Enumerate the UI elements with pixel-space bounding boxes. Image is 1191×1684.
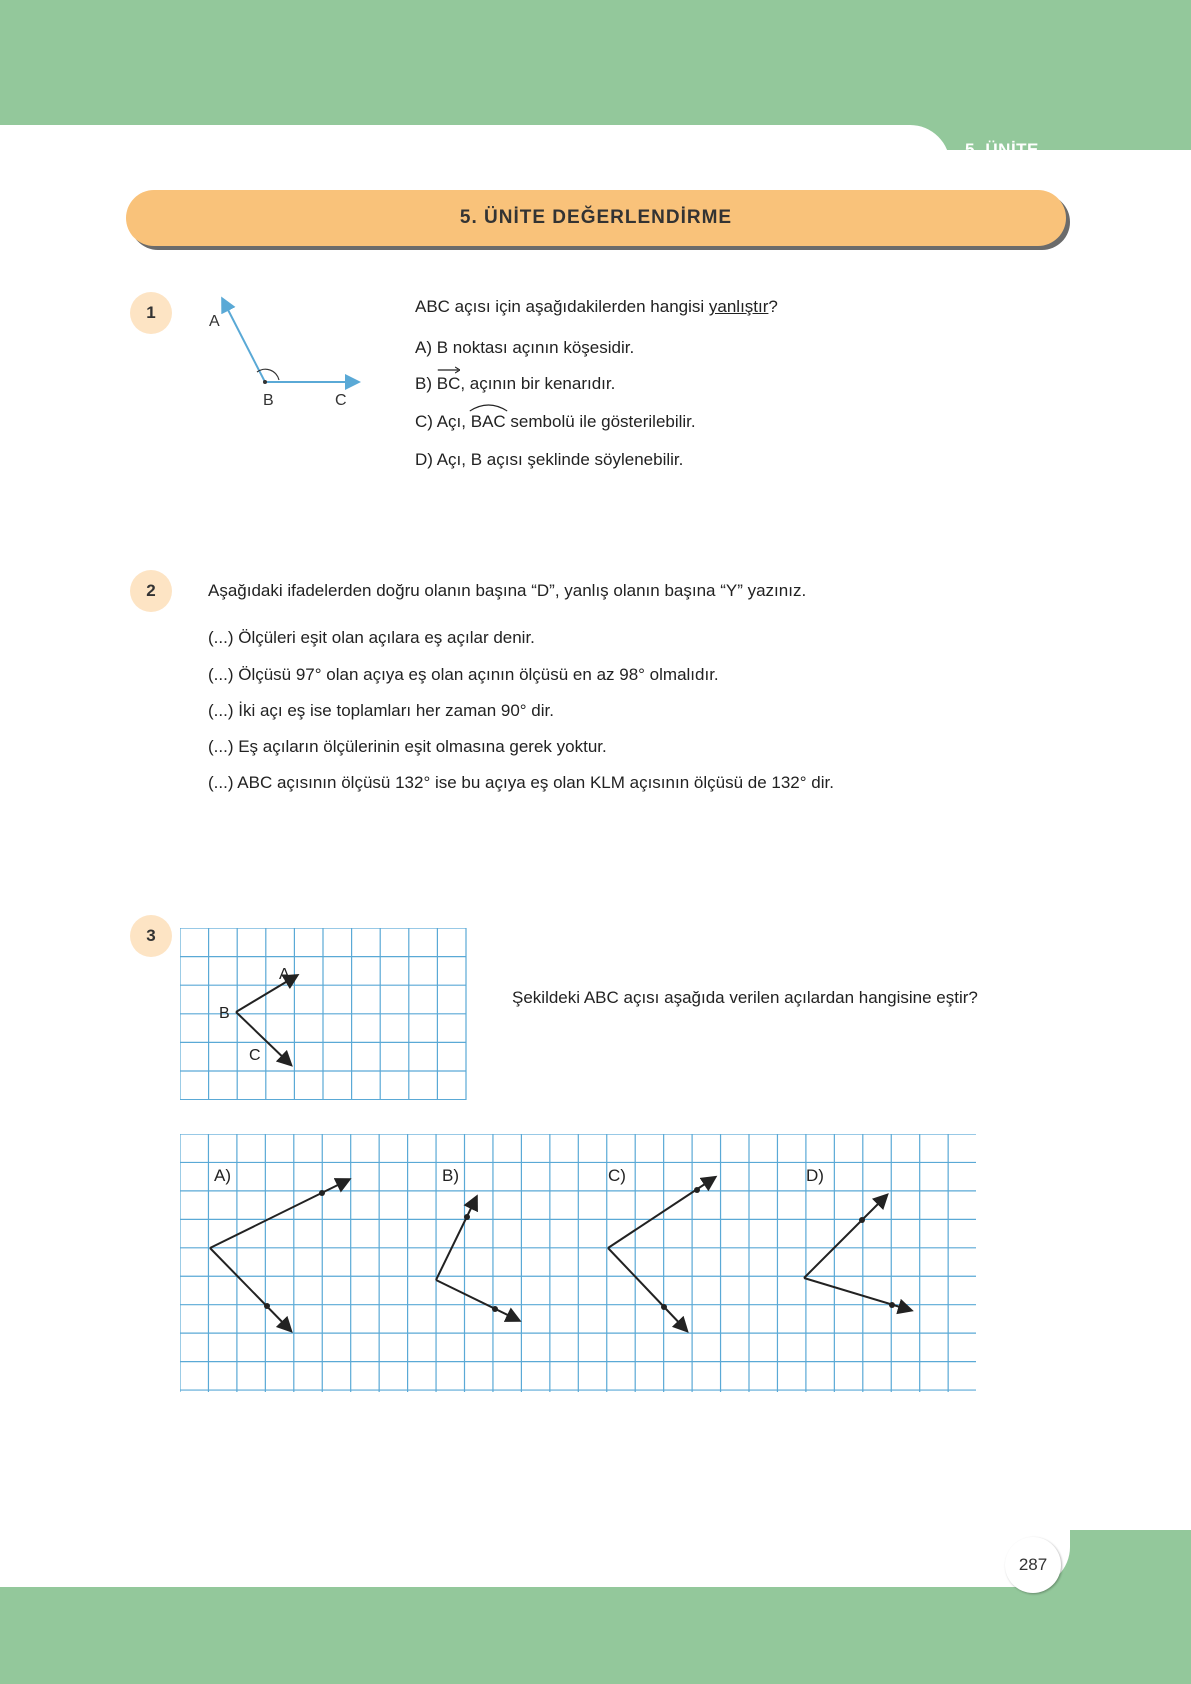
question-1-number: 1 — [130, 292, 172, 334]
label-b: B — [263, 392, 274, 409]
option-b-ray-2 — [436, 1280, 518, 1320]
q1-question-emphasis: yanlıştır — [708, 297, 769, 316]
q1-option-d: D) Açı, B açısı şeklinde söylenebilir. — [415, 450, 684, 469]
q2-item: (...) Ölçüleri eşit olan açılara eş açılar denir. — [208, 628, 535, 647]
question-3-number: 3 — [130, 915, 172, 957]
section-title — [126, 190, 1066, 246]
option-c-label: C) — [608, 1166, 626, 1185]
q2-item: (...) İki açı eş ise toplamları her zaman 90° dir. — [208, 701, 554, 720]
option-d-label: D) — [806, 1166, 824, 1185]
vector-bc: BC — [437, 374, 461, 394]
option-a-label: A) — [214, 1166, 231, 1185]
label-a: A — [279, 966, 290, 983]
q1-option-c: C) Açı, BAC sembolü ile gösterilebilir. — [415, 412, 696, 432]
question-2-number: 2 — [130, 570, 172, 612]
angle-symbol-bac: BAC — [471, 412, 506, 432]
option-a-ray-1 — [210, 1180, 348, 1248]
q2-item: (...) Eş açıların ölçülerinin eşit olmasına gerek yoktur. — [208, 737, 607, 756]
footer-white-area — [0, 1530, 1070, 1587]
option-d-ray-1 — [804, 1196, 886, 1278]
option-a-ray-2 — [210, 1248, 290, 1330]
option-b-ray-1 — [436, 1198, 476, 1280]
q1-option-b: B) BC, açının bir kenarıdır. — [415, 374, 615, 394]
q2-item: (...) ABC açısının ölçüsü 132° ise bu açıya eş olan KLM açısının ölçüsü de 132° dir. — [208, 773, 834, 792]
vertex-point — [263, 380, 267, 384]
header-white-area — [0, 125, 950, 185]
label-c: C — [249, 1047, 261, 1064]
q1-angle-figure — [195, 290, 375, 420]
label-a: A — [209, 313, 220, 330]
option-b-label: B) — [442, 1166, 459, 1185]
option-c-ray-2 — [608, 1248, 686, 1330]
section-title-text: 5. ÜNİTE DEĞERLENDİRME — [459, 207, 733, 228]
q1-option-a: A) B noktası açının köşesidir. — [415, 338, 635, 357]
q3-reference-grid — [180, 928, 468, 1100]
label-b: B — [219, 1005, 230, 1022]
q2-prompt: Aşağıdaki ifadelerden doğru olanın başına “D”, yanlış olanın başına “Y” yazınız. — [208, 581, 807, 600]
unit-label: 5. ÜNİTE — [965, 140, 1039, 159]
ray-bc — [236, 1012, 290, 1064]
q3-options-grid — [180, 1134, 976, 1392]
grid-lines — [180, 1134, 976, 1392]
q2-item: (...) Ölçüsü 97° olan açıya eş olan açının ölçüsü en az 98° olmalıdır. — [208, 665, 719, 684]
ray-ba — [223, 300, 265, 382]
q1-question: ABC açısı için aşağıdakilerden hangisi yanlıştır? — [415, 297, 778, 316]
page-number: 287 — [1005, 1537, 1061, 1593]
label-c: C — [335, 392, 347, 409]
q3-question: Şekildeki ABC açısı aşağıda verilen açılardan hangisine eştir? — [512, 988, 978, 1007]
